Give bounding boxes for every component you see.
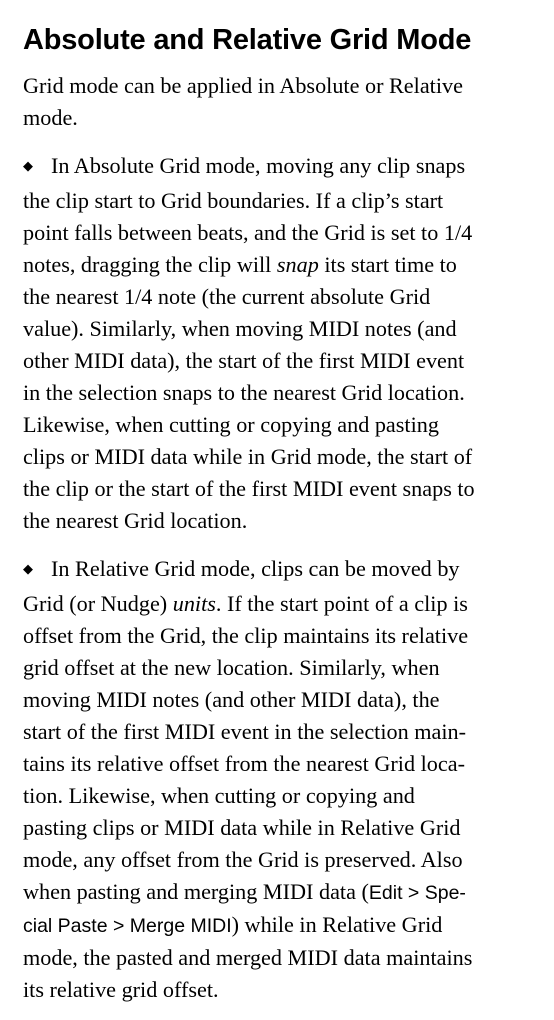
text-line: the nearest Grid location. [23, 508, 248, 533]
text-line: Grid mode can be applied in Absolute or Relative [23, 73, 463, 98]
text-line: when pasting and merging MIDI data (Edit > Spe- [23, 879, 466, 904]
text-line: mode, any offset from the Grid is preserved. Also [23, 847, 463, 872]
text-line: its relative grid offset. [23, 977, 219, 1002]
text-line: point falls between beats, and the Grid is set to 1/4 [23, 220, 473, 245]
text-line: grid offset at the new location. Similarly, when [23, 655, 440, 680]
absolute-grid-bullet [23, 150, 533, 537]
document-page [23, 22, 533, 1006]
text-line: notes, dragging the clip will snap its start time to [23, 252, 457, 277]
diamond-bullet-icon: ◆ [23, 561, 33, 576]
diamond-bullet-icon: ◆ [23, 158, 33, 173]
text-line: the nearest 1/4 note (the current absolute Grid [23, 284, 431, 309]
relative-grid-bullet [23, 553, 533, 1006]
text-line: the clip start to Grid boundaries. If a clip’s start [23, 188, 444, 213]
text-line: other MIDI data), the start of the first MIDI event [23, 348, 465, 373]
intro-paragraph [23, 70, 533, 134]
text-line: moving MIDI notes (and other MIDI data), the [23, 687, 440, 712]
text-line: clips or MIDI data while in Grid mode, the start of [23, 444, 473, 469]
text-line: Grid (or Nudge) units. If the start point of a clip is [23, 591, 468, 616]
text-line: cial Paste > Merge MIDI) while in Relative Grid [23, 912, 443, 937]
text-line: tion. Likewise, when cutting or copying and [23, 783, 415, 808]
text-line: mode. [23, 105, 78, 130]
text-line: pasting clips or MIDI data while in Relative Grid [23, 815, 461, 840]
text-line: start of the first MIDI event in the selection main- [23, 719, 467, 744]
section-heading: Absolute and Relative Grid Mode [23, 24, 472, 56]
text-line: in the selection snaps to the nearest Grid location. [23, 380, 465, 405]
units-emphasis: units [172, 591, 216, 616]
text-line: value). Similarly, when moving MIDI notes (and [23, 316, 457, 341]
text-line: tains its relative offset from the nearest Grid loca- [23, 751, 465, 776]
text-line: the clip or the start of the first MIDI event snaps to [23, 476, 475, 501]
menu-path-edit: Edit > Spe- [368, 882, 466, 904]
snap-emphasis: snap [276, 252, 319, 277]
text-line: Likewise, when cutting or copying and pasting [23, 412, 439, 437]
text-line: mode, the pasted and merged MIDI data maintains [23, 945, 473, 970]
text-line: offset from the Grid, the clip maintains its relative [23, 623, 469, 648]
text-line: ◆ In Absolute Grid mode, moving any clip snaps [23, 150, 533, 185]
text-line: ◆ In Relative Grid mode, clips can be moved by [23, 553, 533, 588]
menu-path-merge: cial Paste > Merge MIDI [23, 915, 232, 937]
